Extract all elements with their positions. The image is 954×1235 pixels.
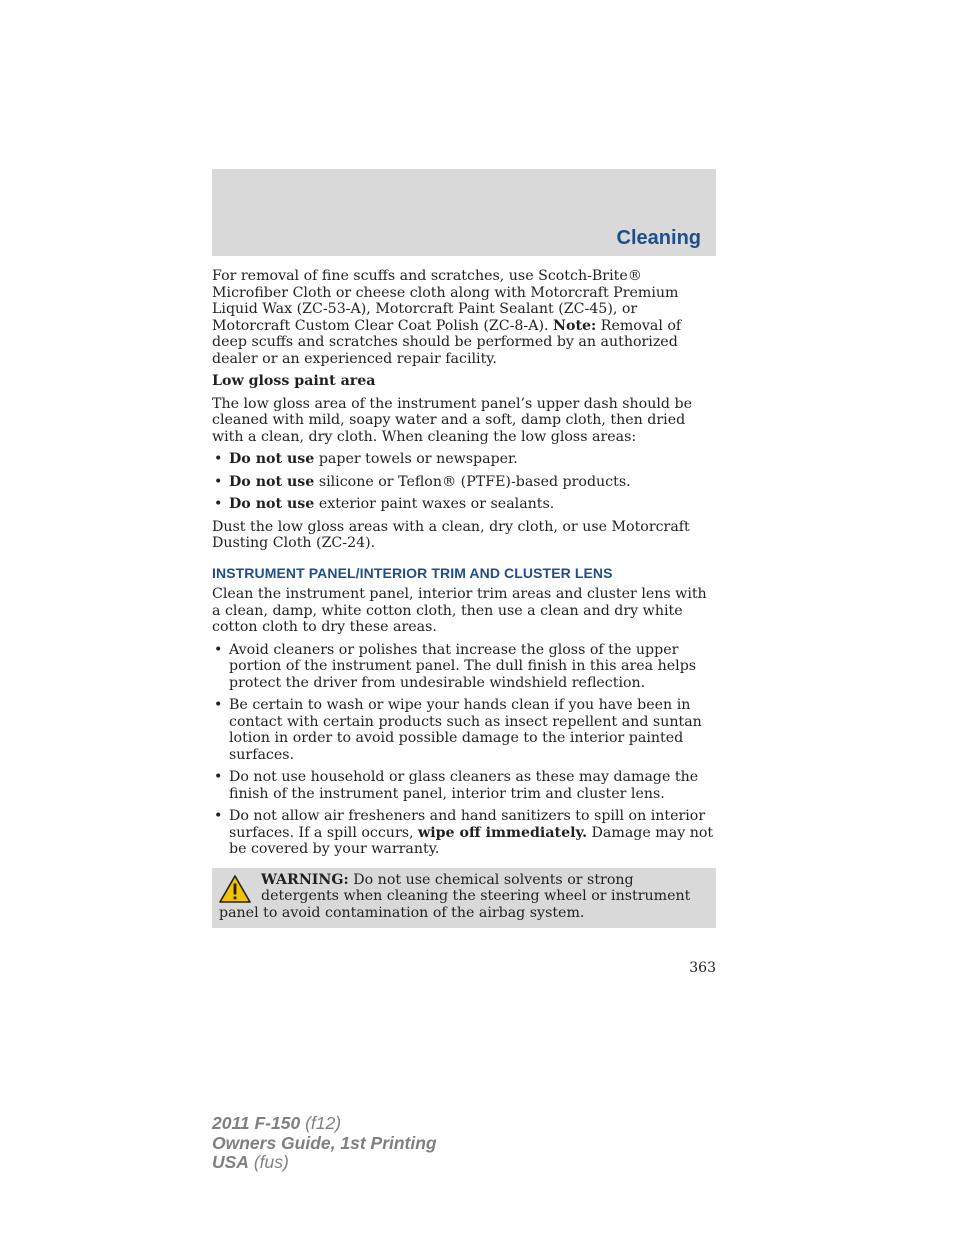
chapter-header-band: [212, 169, 716, 256]
list-item: • Do not use silicone or Teflon® (PTFE)-based products.: [214, 473, 631, 490]
list-item: • Do not allow air fresheners and hand sanitizers to spill on interior surfaces. If a spill occurs, wipe off immediately. Damage may not be covered by your warranty.: [214, 808, 714, 857]
low-gloss-heading: Low gloss paint area: [212, 373, 376, 389]
instrument-panel-list: [212, 642, 716, 858]
instrument-panel-paragraph: Clean the instrument panel, interior trim areas and cluster lens with a clean, damp, white cotton cloth, then use a clean and dry white cotton cloth to dry these areas.: [212, 586, 707, 635]
warning-text: Do not use chemical solvents or strong detergents when cleaning the steering wheel or instrument panel to avoid contamination of the airbag system.: [219, 871, 691, 921]
footer: 2011 F-150 (f12) Owners Guide, 1st Printing USA (fus): [212, 1113, 437, 1172]
note-label: Note:: [553, 317, 597, 334]
list-item: • Do not use paper towels or newspaper.: [214, 451, 518, 467]
page-content: [212, 268, 716, 928]
low-gloss-closing: Dust the low gloss areas with a clean, dry cloth, or use Motorcraft Dusting Cloth (ZC-24).: [212, 518, 690, 551]
list-item: • Avoid cleaners or polishes that increase the gloss of the upper portion of the instrument panel. The dull finish in this area helps protect the driver from undesirable windshield reflection.: [214, 641, 697, 691]
low-gloss-list: [212, 451, 716, 513]
page-number: 363: [689, 960, 716, 976]
low-gloss-paragraph: The low gloss area of the instrument panel’s upper dash should be cleaned with mild, soapy water and a soft, damp cloth, then dried with a clean, dry cloth. When cleaning the low gloss areas:: [212, 395, 692, 445]
warning-triangle-icon: [219, 874, 251, 904]
list-item: • Be certain to wash or wipe your hands clean if you have been in contact with certain products such as insect repellent and suntan lotion in order to avoid possible damage to the interior painted surfaces.: [214, 697, 702, 763]
warning-box: [212, 868, 716, 929]
list-item: • Do not use household or glass cleaners as these may damage the finish of the instrument panel, interior trim and cluster lens.: [214, 769, 699, 802]
intro-paragraph: For removal of fine scuffs and scratches, use Scotch-Brite® Microfiber Cloth or cheese cloth along with Motorcraft Premium Liquid Wax (ZC-53-A), Motorcraft Paint Sealant (ZC-45), or Motorcraft Custom Clear Coat Polish (ZC-8-A). Note: Removal of deep scuffs and scratches should be performed by an authorized dealer or an experienced repair facility.: [212, 268, 682, 367]
section-title: INSTRUMENT PANEL/INTERIOR TRIM AND CLUSTER LENS: [212, 564, 613, 581]
warning-label: WARNING:: [261, 871, 349, 888]
chapter-title: Cleaning: [616, 227, 701, 249]
list-item: • Do not use exterior paint waxes or sealants.: [214, 496, 555, 512]
